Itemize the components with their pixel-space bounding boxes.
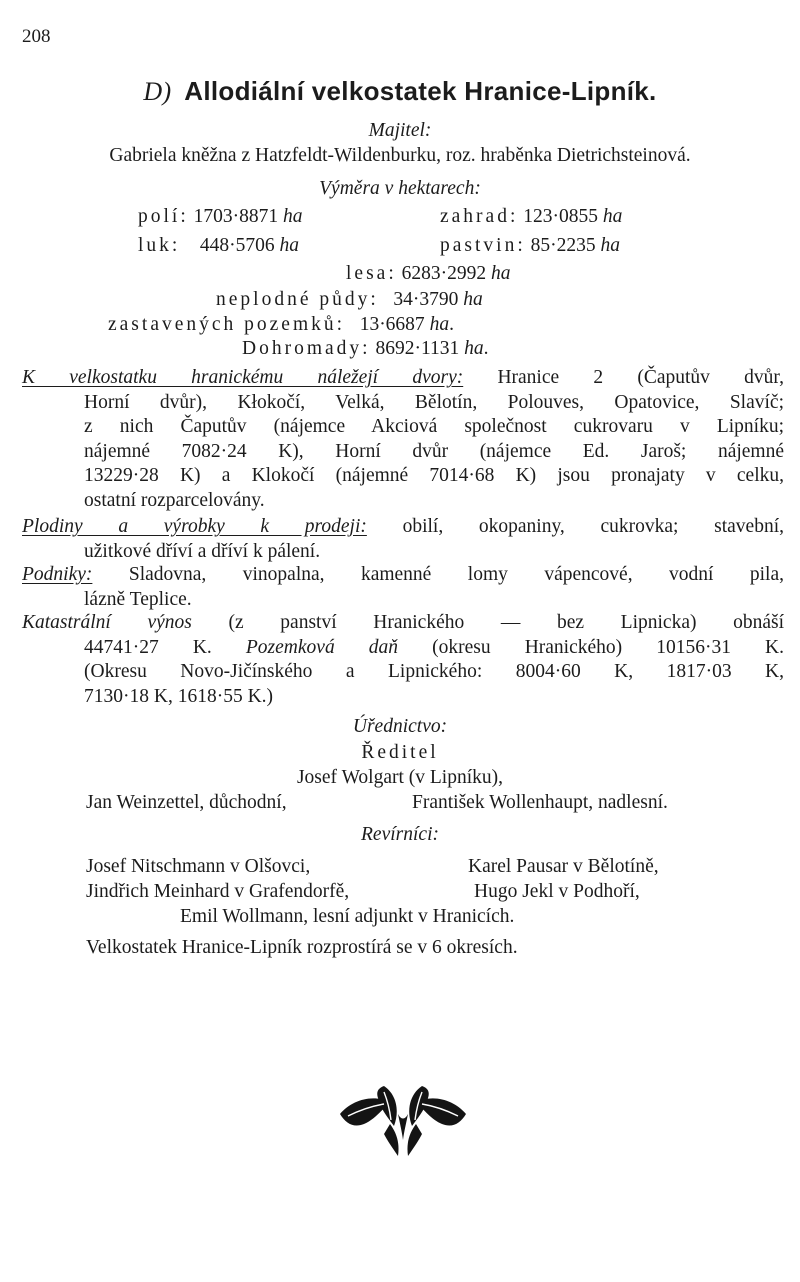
farms-line: nájemné 7082·24 K), Horní dvůr (nájemce Ed. Jaroš; nájemné [84,440,784,462]
farms-line: Horní dvůr), Kłokočí, Velká, Bělotín, Polouves, Opatovice, Slavíč; [84,391,784,413]
cadastral-line: (Okresu Novo-Jičínského a Lipnického: 8004·60 K, 1817·03 K, [84,661,784,683]
farms-line: Hranice 2 (Čaputův dvůr, [497,367,784,388]
enterprises-line: lázně Teplice. [84,588,192,610]
owner-name: Gabriela kněžna z Hatzfeldt-Wildenburku, roz. hraběnka Dietrichsteinová. [109,145,691,166]
section-title: Allodiální velkostatek Hranice-Lipník. [184,76,657,106]
staff-right: František Wollenhaupt, nadlesní. [412,792,668,813]
area-item-built: zastavených pozemků: 13·6687 ha. [108,314,454,335]
crops-line: obilí, okopaniny, cukrovka; stavební, [402,516,784,537]
farms-paragraph [22,366,784,514]
crops-paragraph [22,515,784,564]
land-tax-value: (okresu Hranického) 10156·31 K. [432,636,785,658]
director-name: Josef Wolgart (v Lipníku), [296,767,504,788]
staff-label: Úřednictvo: [352,716,448,737]
leaf-ornament-icon [338,1080,468,1160]
enterprises-label: Podniky: [22,564,93,585]
forester-entry: Jindřich Meinhard v Grafendorfě, [86,881,350,902]
director-title: Ředitel [361,742,439,763]
page-title [0,76,800,107]
crops-label: Plodiny a výrobky k prodeji: [22,516,367,537]
staff-left: Jan Weinzettel, důchodní, [86,792,287,813]
cadastral-label: Katastrální výnos [22,612,192,633]
enterprises-line: Sladovna, vinopalna, kamenné lomy vápencové, vodní pila, [128,564,785,585]
land-tax-label: Pozemková daň [245,636,399,658]
cadastral-line: (z panství Hranického — bez Lipnicka) obnáší [228,612,785,633]
area-item-barren: neplodné půdy: 34·3790 ha [216,289,483,310]
farms-line: z nich Čaputův (nájemce Akciová společnost cukrovaru v Lipníku; [84,416,784,438]
area-item-fields: polí: 1703·8871 ha [138,206,303,227]
forester-entry: Emil Wollmann, lesní adjunkt v Hranicích. [180,906,515,927]
area-item-gardens: zahrad: 123·0855 ha [440,206,623,227]
area-item-total: Dohromady: 8692·1131 ha. [242,338,489,359]
area-item-forest: lesa: 6283·2992 ha [346,263,511,284]
closing-note: Velkostatek Hranice-Lipník rozprostírá se v 6 okresích. [86,937,518,958]
farms-label: K velkostatku hranickému náležejí dvory: [22,367,464,388]
forester-entry: Hugo Jekl v Podhoří, [474,881,640,902]
forester-entry: Karel Pausar v Bělotíně, [468,856,659,877]
cadastral-paragraph [22,611,784,709]
area-item-pastures: pastvin: 85·2235 ha [440,235,620,256]
foresters-label: Revírníci: [361,824,439,845]
enterprises-paragraph [22,563,784,612]
farms-line: ostatní rozparcelovány. [84,489,265,511]
forester-entry: Josef Nitschmann v Olšovci, [86,856,311,877]
crops-line: užitkové dříví a dříví k pálení. [84,540,321,562]
cadastral-line: 7130·18 K, 1618·55 K.) [84,685,274,707]
page-number: 208 [22,26,51,47]
owner-label: Majitel: [368,120,432,141]
cadastral-value: 44741·27 K. [84,636,212,658]
area-label: Výměra v hektarech: [319,178,481,199]
farms-line: 13229·28 K) a Klokočí (nájemné 7014·68 K) jsou pronajaty v celku, [84,465,784,487]
section-letter: D) [143,77,172,106]
area-item-meadows: luk: 448·5706 ha [138,235,299,256]
